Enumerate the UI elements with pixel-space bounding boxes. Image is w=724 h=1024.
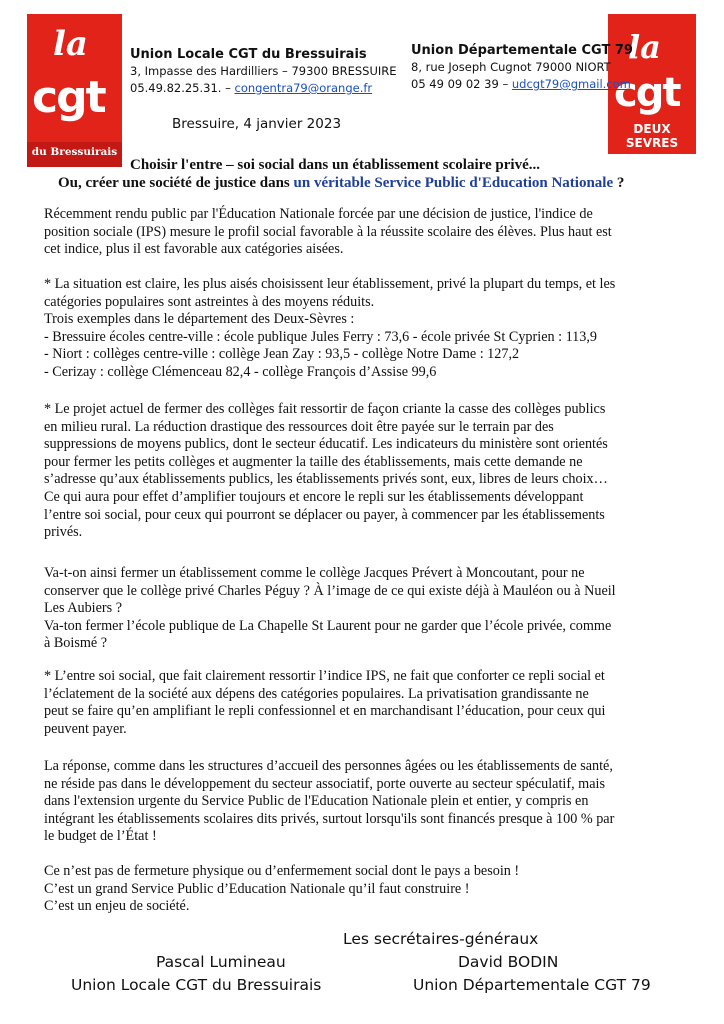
logo-subtitle: du Bressuirais bbox=[31, 146, 118, 158]
paragraph-line: Récemment rendu public par l'Éducation Nationale forcée par une décision de justice, l'indice de bbox=[44, 206, 593, 222]
sender-left-address: 3, Impasse des Hardilliers – 79300 BRESSUIRE bbox=[130, 64, 397, 78]
paragraph-line: intégrant les établissements scolaires dits privés, surtout lorsqu'ils sont financés presque à 100 % par bbox=[44, 810, 615, 827]
paragraph-line: à Boismé ? bbox=[44, 635, 108, 652]
sender-left-contact bbox=[130, 80, 397, 97]
sender-right-email-link[interactable]: udcgt79@gmail.com bbox=[511, 77, 631, 91]
paragraph-line: * La situation est claire, les plus aisés choisissent leur établissement, privé la plupart du temps, et les bbox=[44, 276, 616, 292]
paragraph-line: pour fermer les petits collèges et augmenter la taille des établissements, mais cette demande ne bbox=[44, 453, 583, 470]
paragraph-line: * L’entre soi social, que fait clairement ressortir l’indice IPS, ne fait que conforter ce repli social et bbox=[44, 668, 605, 684]
paragraph-line: Ce qui aura pour effet d’amplifier toujours et encore le repli sur les établissements développant bbox=[44, 488, 584, 505]
logo-subtitle-line2: SEVRES bbox=[625, 136, 679, 150]
paragraph-questions bbox=[44, 565, 684, 653]
paragraph-reponse bbox=[44, 758, 684, 846]
paragraph-line: C’est un enjeu de société. bbox=[44, 898, 190, 915]
paragraph-line: Les Aubiers ? bbox=[44, 600, 123, 617]
paragraph-line: le budget de l’État ! bbox=[44, 828, 157, 845]
document-date: Bressuire, 4 janvier 2023 bbox=[172, 116, 342, 132]
logo-subtitle-line1: DEUX bbox=[633, 122, 671, 136]
paragraph-line: peut se faire qu’en amplifiant le repli confessionnel et en marchandisant l’éducation, pour ceux qui bbox=[44, 703, 606, 720]
paragraph-line: C’est un grand Service Public d’Education Nationale qu’il faut construire ! bbox=[44, 880, 470, 897]
paragraph-conclusion bbox=[44, 863, 684, 916]
logo-cgt-text: cgt bbox=[32, 72, 105, 123]
sender-right-block bbox=[411, 42, 633, 93]
paragraph-line: cet indice, plus il est favorable aux catégories aisées. bbox=[44, 241, 344, 258]
paragraph-line: position sociale (IPS) mesure le profil social favorable à la réussite scolaire des élèves. Plus haut est bbox=[44, 223, 612, 240]
paragraph-line: suppressions de moyens publics, dont le secteur éducatif. Les indicateurs du ministère sont orientés bbox=[44, 436, 608, 453]
title-line-2 bbox=[58, 175, 624, 192]
sender-right-phone: 05 49 09 02 39 – bbox=[411, 77, 512, 91]
signatory-left-name: Pascal Lumineau bbox=[156, 953, 286, 971]
signatory-left-org: Union Locale CGT du Bressuirais bbox=[71, 976, 322, 994]
paragraph-line: conserver que le collège privé Charles Péguy ? À l’image de ce qui existe déjà à Mauléon ou à Nueil bbox=[44, 582, 616, 599]
paragraph-line: Va-t-on ainsi fermer un établissement comme le collège Jacques Prévert à Moncoutant, pour ne bbox=[44, 565, 585, 581]
paragraph-line: catégories populaires sont astreintes à des moyens réduits. bbox=[44, 293, 375, 310]
paragraph-line: dans l'extension urgente du Service Public de l'Education Nationale plein et entier, y compris en bbox=[44, 793, 589, 810]
cgt-bressuirais-logo bbox=[27, 14, 122, 167]
paragraph-line: La réponse, comme dans les structures d’accueil des personnes âgées ou les établissements de santé, bbox=[44, 758, 613, 774]
title-line-1: Choisir l'entre – soi social dans un établissement scolaire privé... bbox=[130, 157, 541, 173]
title-line-2-prefix: Ou, créer une société de justice dans bbox=[58, 175, 294, 191]
sender-left-block bbox=[130, 46, 397, 97]
paragraph-college-closures bbox=[44, 401, 684, 542]
signatory-right-name: David BODIN bbox=[458, 953, 559, 971]
sender-right-contact bbox=[411, 76, 633, 93]
sender-left-org: Union Locale CGT du Bressuirais bbox=[130, 47, 367, 62]
paragraph-line: * Le projet actuel de fermer des collèges fait ressortir de façon criante la casse des collèges publics bbox=[44, 401, 606, 417]
logo-cgt-text: cgt bbox=[614, 70, 680, 116]
paragraph-line: l’entre soi social, pour ceux qui pourront se déplacer ou payer, à commencer par les établissements bbox=[44, 506, 605, 523]
logo-la-text: la bbox=[53, 24, 88, 64]
paragraph-line: Va-ton fermer l’école publique de La Chapelle St Laurent pour ne garder que l’école privée, comme bbox=[44, 617, 612, 634]
paragraph-line: l’éclatement de la société aux dépens des catégories populaires. La privatisation grandissante ne bbox=[44, 685, 589, 702]
paragraph-line: en milieu rural. La réduction drastique des ressources doit être payée sur le terrain par des bbox=[44, 418, 554, 435]
paragraph-line: Trois exemples dans le département des Deux-Sèvres : bbox=[44, 311, 355, 328]
paragraph-ips-intro bbox=[44, 206, 684, 259]
paragraph-line: Ce n’est pas de fermeture physique ou d’enfermement social dont le pays a besoin ! bbox=[44, 863, 520, 879]
paragraph-line: - Bressuire écoles centre-ville : école publique Jules Ferry : 73,6 - école privée St Cyprien : 113,9 bbox=[44, 328, 598, 345]
sender-right-address: 8, rue Joseph Cugnot 79000 NIORT bbox=[411, 60, 611, 74]
paragraph-entre-soi bbox=[44, 668, 684, 738]
sender-left-email-link[interactable]: congentra79@orange.fr bbox=[234, 81, 373, 95]
logo-la-text: la bbox=[628, 28, 661, 66]
paragraph-line: ne réside pas dans le développement du secteur associatif, porte ouverte au secteur spéculatif, mais bbox=[44, 775, 605, 792]
signatories-title: Les secrétaires-généraux bbox=[343, 930, 539, 948]
paragraph-examples bbox=[44, 276, 684, 382]
paragraph-line: peuvent payer. bbox=[44, 720, 127, 737]
title-line-2-suffix: ? bbox=[613, 175, 625, 191]
title-line-2-highlight: un véritable Service Public d'Education Nationale bbox=[293, 175, 614, 191]
sender-right-org: Union Départementale CGT 79 bbox=[411, 43, 633, 58]
sender-left-phone: 05.49.82.25.31. – bbox=[130, 81, 235, 95]
paragraph-line: s’adresse qu’aux établissements publics, les établissements privés sont, eux, libres de leurs choix… bbox=[44, 471, 608, 488]
signatory-right-org: Union Départementale CGT 79 bbox=[413, 976, 651, 994]
paragraph-line: privés. bbox=[44, 524, 83, 541]
paragraph-line: - Niort : collèges centre-ville : collège Jean Zay : 93,5 - collège Notre Dame : 127,2 bbox=[44, 346, 520, 363]
paragraph-line: - Cerizay : collège Clémenceau 82,4 - collège François d’Assise 99,6 bbox=[44, 363, 437, 380]
